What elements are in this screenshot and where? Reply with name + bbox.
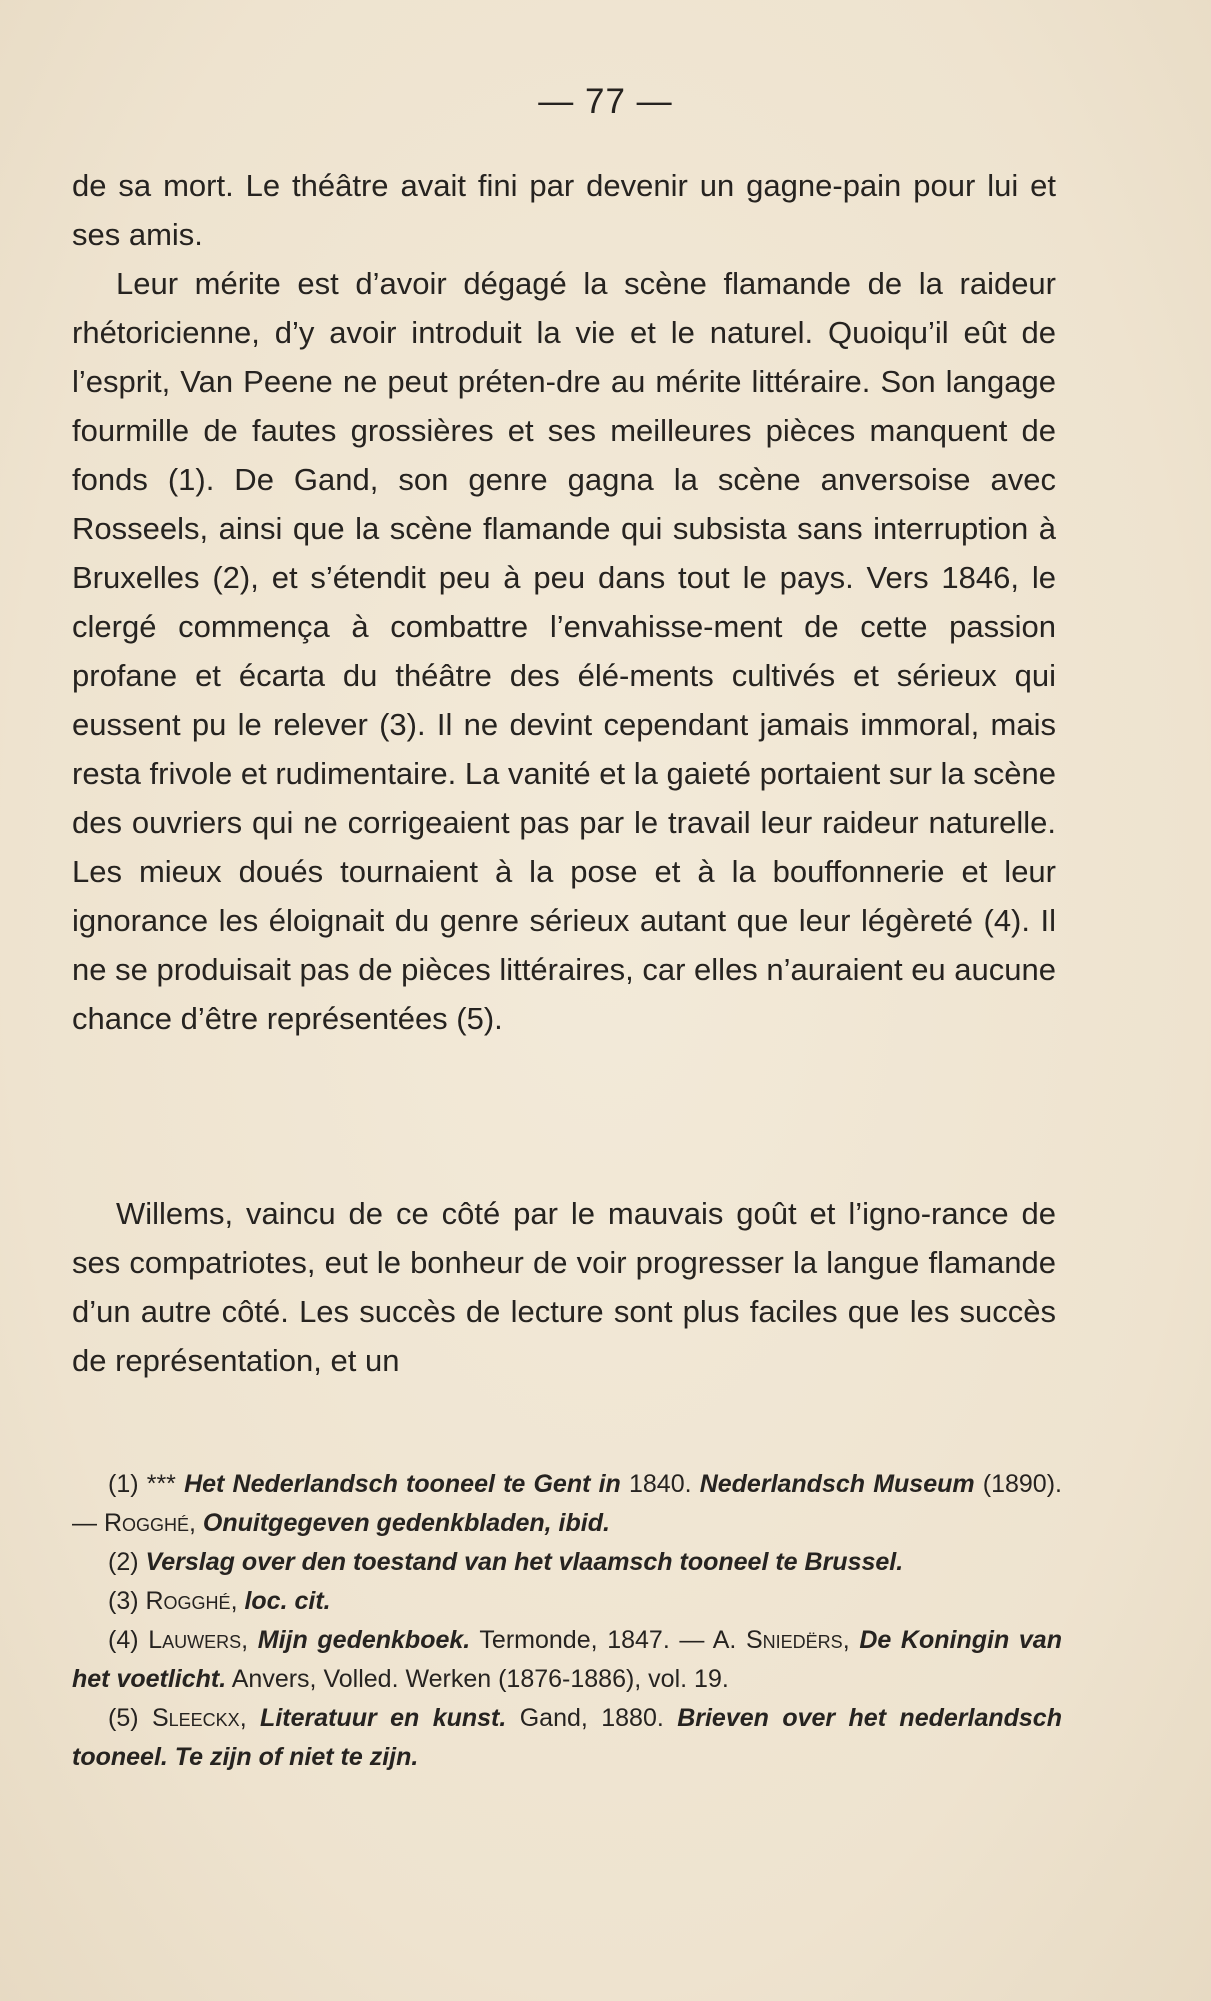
footnote-4-sep-2: ,: [842, 1626, 860, 1654]
footnote-3-ref: loc. cit.: [244, 1587, 331, 1615]
main-text-bottom: [72, 1189, 1056, 1385]
footnote-2-title: Verslag over den toestand van het vlaamsch tooneel te Brussel.: [145, 1548, 904, 1576]
footnote-1: [72, 1465, 1062, 1543]
main-text-top: [72, 161, 1056, 1043]
footnote-1-sep: ,: [189, 1509, 203, 1537]
footnotes: [72, 1465, 1062, 1777]
footnote-5-sep: ,: [239, 1704, 261, 1732]
footnote-4-work-1: Mijn gedenkboek.: [257, 1626, 471, 1654]
footnote-3-sep: ,: [230, 1587, 245, 1615]
paragraph-willems: Willems, vaincu de ce côté par le mauvais goût et l’igno-rance de ses compatriotes, eut le bonheur de voir progresser la langue flamande d’un autre côté. Les succès de lecture sont plus faciles que les succès de représentation, et un: [72, 1196, 1056, 1378]
footnote-4-author-1: Lauwers: [148, 1626, 242, 1654]
footnote-1-journal-year: (1890). —: [72, 1470, 1062, 1537]
footnote-4-sep-1: ,: [241, 1626, 258, 1654]
footnote-1-author: Rogghé: [103, 1509, 190, 1537]
footnote-5-work-2: Brieven over het nederlandsch tooneel. Te zijn of niet te zijn.: [72, 1704, 1062, 1771]
footnote-4-place-2: Anvers, Volled. Werken (1876-1886), vol. 19.: [226, 1665, 729, 1693]
footnote-3-mark: (3): [108, 1587, 146, 1615]
paragraph-continuation: de sa mort. Le théâtre avait fini par devenir un gagne-pain pour lui et ses amis.: [72, 168, 1056, 252]
paragraph-theatre: Leur mérite est d’avoir dégagé la scène flamande de la raideur rhétoricienne, d’y avoir introduit la vie et le naturel. Quoiqu’il eût de l’esprit, Van Peene ne peut préten-dre au mérite littéraire. Son langage fourmille de fautes grossières et ses meilleures pièces manquent de fonds (1). De Gand, son genre gagna la scène anversoise avec Rosseels, ainsi que la scène flamande qui subsista sans interruption à Bruxelles (2), et s’étendit peu à peu dans tout le pays. Vers 1846, le clergé commença à combattre l’envahisse-ment de cette passion profane et écarta du théâtre des élé-ments cultivés et sérieux qui eussent pu le relever (3). Il ne devint cependant jamais immoral, mais resta frivole et rudimentaire. La vanité et la gaieté portaient sur la scène des ouvriers qui ne corrigeaient pas par le travail leur raideur naturelle. Les mieux doués tournaient à la pose et à la bouffonnerie et leur ignorance les éloignait du genre sérieux autant que leur légèreté (4). Il ne se produisait pas de pièces littéraires, car elles n’auraient eu aucune chance d’être représentées (5).: [72, 266, 1056, 1036]
footnote-5-mark: (5): [108, 1704, 152, 1732]
footnote-1-year: 1840.: [620, 1470, 700, 1498]
footnote-5-work-1: Literatuur en kunst.: [260, 1704, 507, 1732]
footnote-2: [72, 1543, 1062, 1582]
footnote-1-title: Het Nederlandsch tooneel te Gent in: [184, 1470, 621, 1498]
footnote-3: [72, 1582, 1062, 1621]
footnote-5-place: Gand, 1880.: [506, 1704, 678, 1732]
footnote-3-author: Rogghé: [145, 1587, 231, 1615]
page-number: — 77 —: [538, 82, 673, 121]
footnote-1-mark: (1) ***: [108, 1470, 176, 1498]
footnote-5: [72, 1699, 1062, 1777]
footnote-4-work-2: De Koningin van het voetlicht.: [72, 1626, 1062, 1693]
footnote-4-author-2: Sniedërs: [746, 1626, 843, 1654]
footnote-4-place-1: Termonde, 1847. — A.: [470, 1626, 746, 1654]
footnote-2-mark: (2): [108, 1548, 146, 1576]
footnote-1-journal: Nederlandsch Museum: [699, 1470, 975, 1498]
footnote-5-author: Sleeckx: [151, 1704, 240, 1732]
footnote-4: [72, 1621, 1062, 1699]
footnote-1-work: Onuitgegeven gedenkbladen, ibid.: [202, 1509, 610, 1537]
footnote-4-mark: (4): [108, 1626, 149, 1654]
